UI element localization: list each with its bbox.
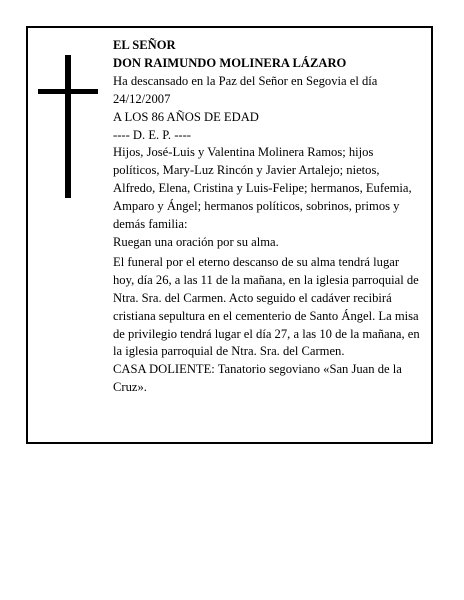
- death-statement: Ha descansado en la Paz del Señor en Segovia el día 24/12/2007: [113, 73, 378, 106]
- obituary-text: [113, 37, 423, 397]
- heading-title: EL SEÑOR: [113, 38, 176, 52]
- deceased-name: DON RAIMUNDO MOLINERA LÁZARO: [113, 55, 347, 70]
- cross-icon: [38, 55, 98, 198]
- funeral-details: El funeral por el eterno descanso de su alma tendrá lugar hoy, día 26, a las 11 de la mañana, en la iglesia parroquial de Ntra. Sra. del Carmen. Acto seguido el cadáver recibirá cristiana sepultura en el cementerio de Santo Ángel. La misa de privilegio tendrá lugar el día 27, a las 10 de la mañana, en la iglesia parroquial de Ntra. Sra. del Carmen.: [113, 254, 420, 359]
- cross-horizontal-bar: [38, 89, 98, 94]
- mourners-list: Hijos, José-Luis y Valentina Molinera Ramos; hijos políticos, Mary-Luz Rincón y Javier Artalejo; nietos, Alfredo, Elena, Cristina y Luis-Felipe; hermanos, Eufemia, Amparo y Ángel; hermanos políticos, sobrinos, primos y demás familia:: [113, 145, 412, 232]
- cross-vertical-bar: [65, 55, 71, 198]
- prayer-request: Ruegan una oración por su alma.: [113, 234, 279, 249]
- age-line: A LOS 86 AÑOS DE EDAD: [113, 109, 259, 124]
- rip-line: ---- D. E. P. ----: [113, 127, 191, 142]
- mourning-house: CASA DOLIENTE: Tanatorio segoviano «San Juan de la Cruz».: [113, 362, 402, 395]
